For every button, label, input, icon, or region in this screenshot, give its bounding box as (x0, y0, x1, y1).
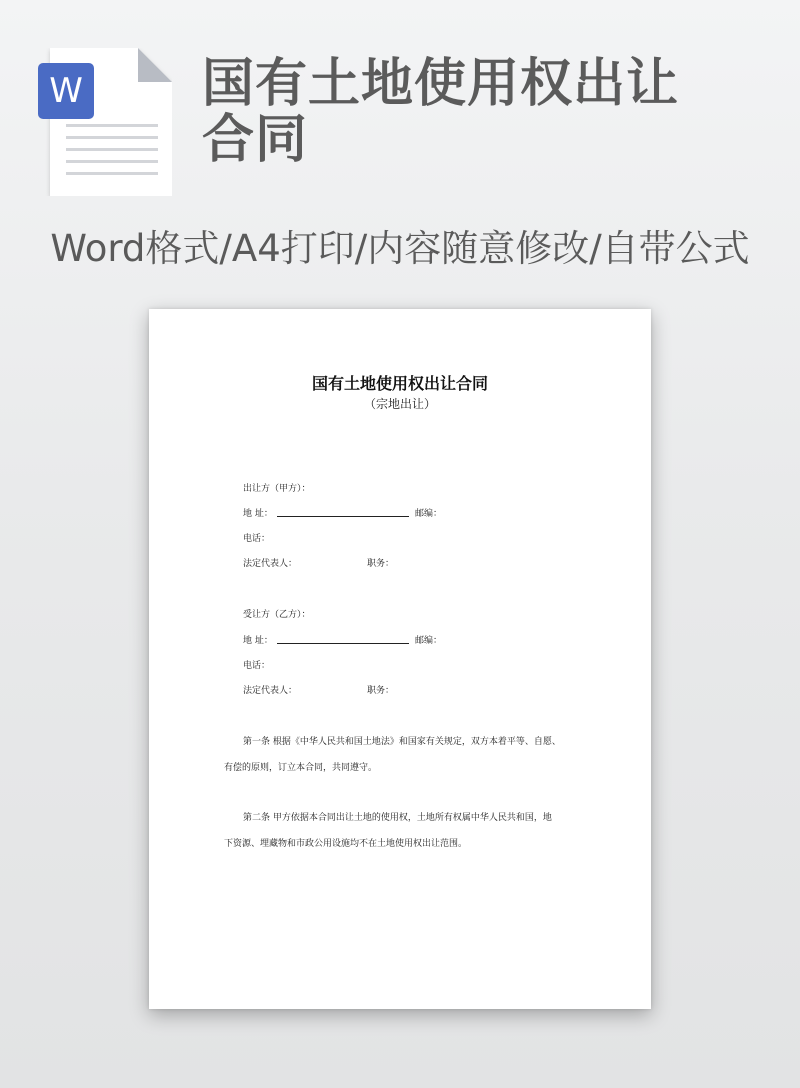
party-b-rep-label: 法定代表人： (243, 686, 298, 696)
party-a-address-blank (277, 516, 409, 517)
party-a-rep-label: 法定代表人： (243, 559, 298, 569)
word-document-icon (38, 48, 172, 196)
article-2-line-2: 下资源、埋藏物和市政公用设施均不在土地使用权出让范围。 (224, 839, 468, 849)
document-title: 国有土地使用权出让合同 (311, 374, 488, 393)
party-a-heading: 出让方（甲方）： (243, 484, 311, 494)
party-a-postcode-label: 邮编： (415, 509, 443, 519)
party-a-position-label: 职务： (367, 559, 395, 569)
party-a-address-label: 地 址： (243, 509, 273, 519)
party-b-address-label: 地 址： (243, 636, 273, 646)
party-b-postcode-label: 邮编： (415, 636, 443, 646)
party-b-position-label: 职务： (367, 686, 395, 696)
article-1-line-1: 第一条 根据《中华人民共和国土地法》和国家有关规定，双方本着平等、自愿、 (243, 737, 561, 747)
article-2-line-1: 第二条 甲方依据本合同出让土地的使用权，土地所有权属中华人民共和国，地 (243, 813, 552, 823)
party-b-address-blank (277, 643, 409, 644)
party-b-phone-label: 电话： (243, 661, 271, 671)
page-subtitle: Word格式/A4打印/内容随意修改/自带公式 (50, 227, 750, 270)
word-icon-letter: W (49, 71, 83, 111)
page-title: 国有土地使用权出让合同 (202, 54, 680, 170)
party-b-heading: 受让方（乙方）： (243, 610, 311, 620)
document-subtitle: （宗地出让） (363, 397, 436, 411)
document-preview (149, 309, 651, 1009)
article-1-line-2: 有偿的原则，订立本合同，共同遵守。 (224, 763, 378, 773)
party-a-phone-label: 电话： (243, 534, 271, 544)
